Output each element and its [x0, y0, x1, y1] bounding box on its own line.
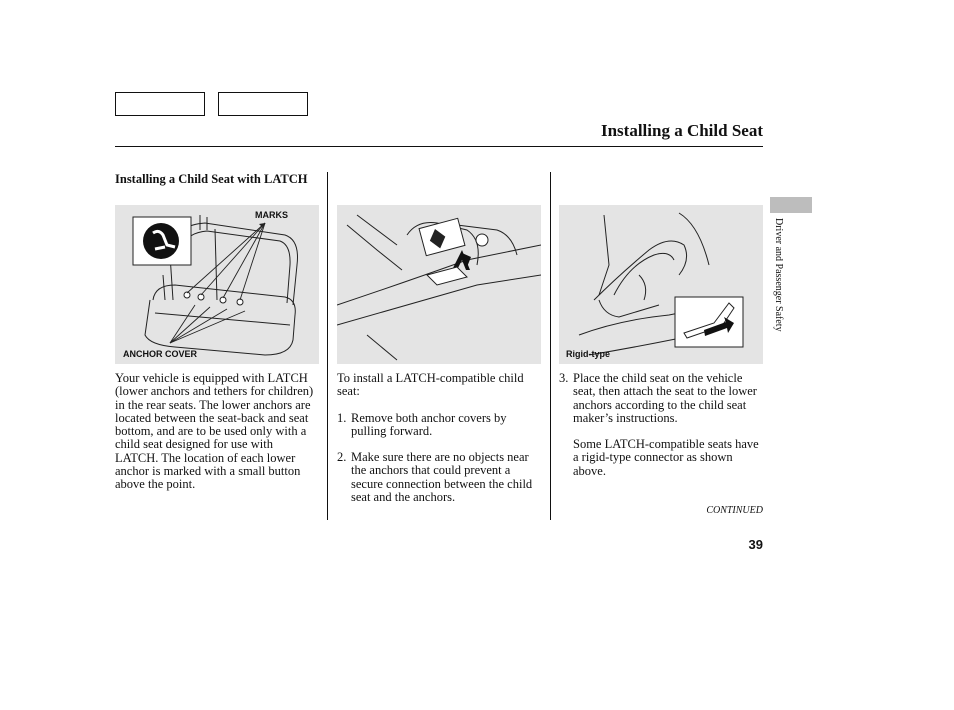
install-intro: To install a LATCH-compatible child seat:: [337, 371, 524, 399]
section-subheading: Installing a Child Seat with LATCH: [115, 172, 308, 186]
continued-marker: CONTINUED: [706, 505, 763, 516]
step-text: Remove both anchor covers by pulling forward.: [351, 410, 507, 438]
section-tab-label: Driver and Passenger Safety: [773, 218, 784, 332]
step-1: [337, 412, 541, 439]
rear-seat-illustration: [115, 205, 319, 364]
figure-rear-seat-anchors: [115, 205, 319, 364]
step-text: Place the child seat on the vehicle seat, then attach the seat to the lower anchors according to the child seat maker’s instructions.: [573, 371, 757, 425]
title-rule: [115, 146, 763, 147]
column-3-text: [559, 372, 759, 478]
nav-box-left[interactable]: [115, 92, 205, 116]
anchor-cover-illustration: [337, 205, 541, 364]
latch-description: Your vehicle is equipped with LATCH (lower anchors and tethers for children) in the rear seats. The lower anchors are located between the seat-back and seat bottom, and are to be used only with a child seat designed for use with LATCH. The location of each lower anchor is marked with a small button above the point.: [115, 371, 314, 492]
step-number: 3.: [559, 371, 569, 385]
figure-label-rigid-type: Rigid-type: [566, 349, 610, 359]
step-text: Make sure there are no objects near the anchors that could prevent a secure connection between the child seat and the anchors.: [351, 450, 533, 505]
figure-label-marks: MARKS: [255, 210, 288, 220]
latch-symbol-icon: [143, 223, 179, 259]
column-divider-1: [327, 172, 328, 520]
page-title: Installing a Child Seat: [600, 121, 763, 140]
nav-box-right[interactable]: [218, 92, 308, 116]
step-2: [337, 451, 541, 504]
figure-anchor-cover-removal: [337, 205, 541, 364]
column-divider-2: [550, 172, 551, 520]
child-seat-illustration: [559, 205, 763, 364]
step-3: [559, 372, 759, 425]
figure-child-seat-rigid: [559, 205, 763, 364]
step-number: 1.: [337, 410, 347, 425]
section-tab-marker: [770, 197, 812, 213]
rigid-note: [559, 438, 759, 478]
figure-label-anchor-cover: ANCHOR COVER: [123, 349, 198, 359]
column-1-text: [115, 372, 315, 492]
step-number: 2.: [337, 450, 347, 465]
column-2-text: [337, 372, 541, 504]
rigid-note-text: Some LATCH-compatible seats have a rigid-type connector as shown above.: [573, 437, 759, 478]
page-number: 39: [748, 537, 763, 552]
